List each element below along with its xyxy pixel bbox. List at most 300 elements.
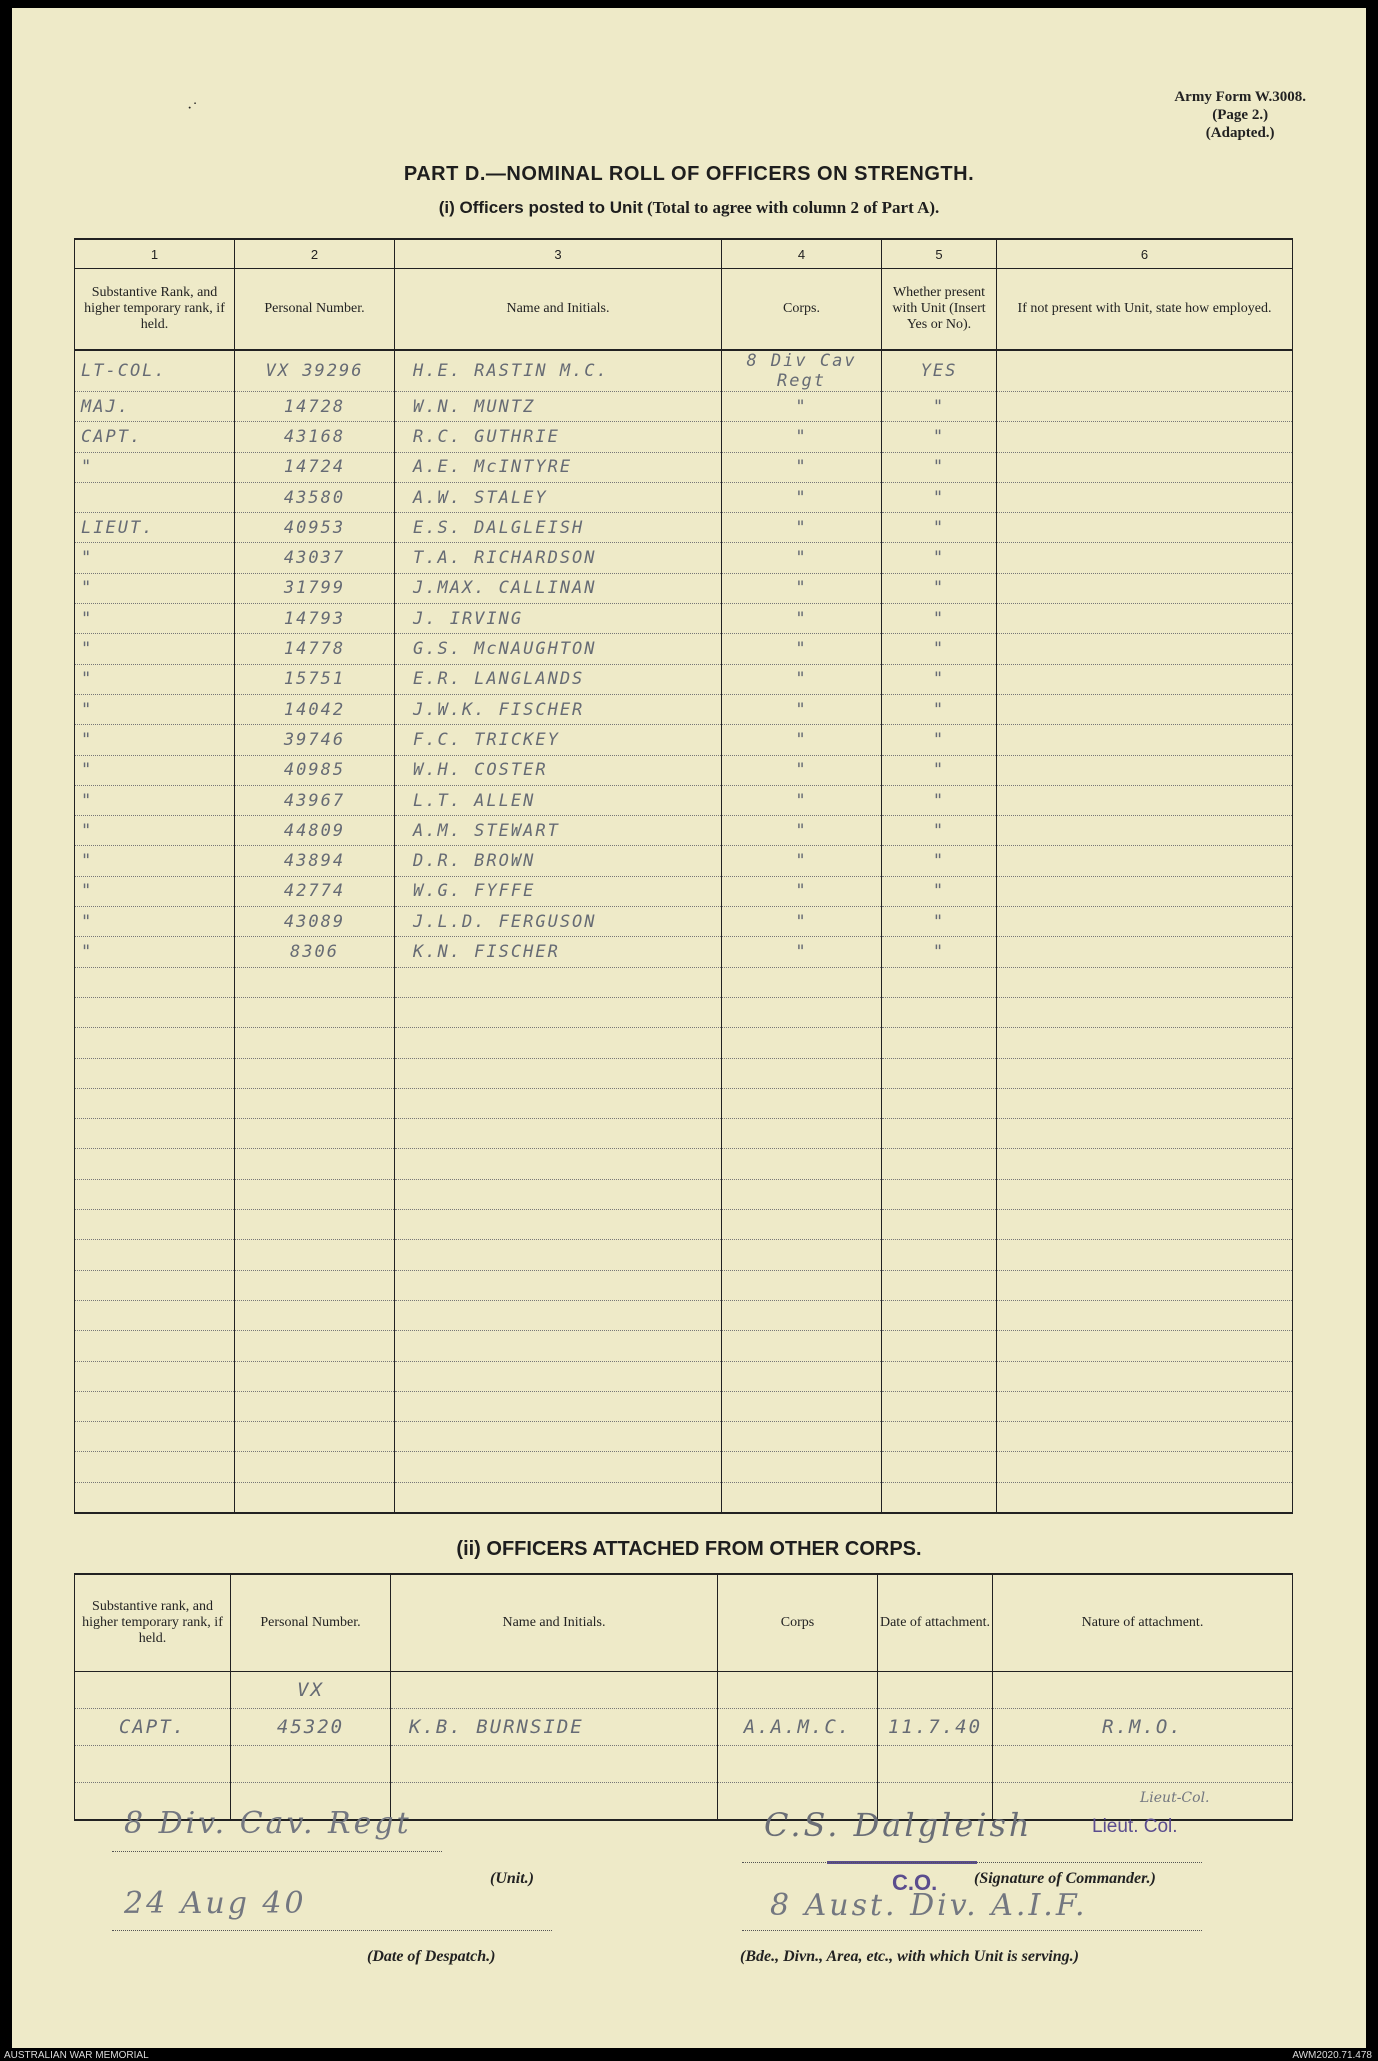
date-handwritten: 24 Aug 40: [124, 1886, 307, 1921]
cell-name: [395, 967, 722, 997]
cell-rank: LT-COL.: [75, 350, 235, 392]
table-row: [75, 1240, 1293, 1270]
cell-present: [882, 997, 997, 1027]
cell-rank: [75, 482, 235, 512]
cell-rank: ": [75, 634, 235, 664]
cell-personal-number: 43967: [235, 785, 395, 815]
cell-name: K.N. FISCHER: [395, 937, 722, 967]
cell-rank: ": [75, 543, 235, 573]
cell-name: [391, 1672, 718, 1709]
cell-employment: [997, 997, 1293, 1027]
header-corps: Corps.: [722, 269, 882, 351]
cell-rank: [75, 1452, 235, 1482]
cell-personal-number: 14724: [235, 452, 395, 482]
cell-name: K.B. BURNSIDE: [391, 1709, 718, 1746]
unit-line: [112, 1851, 442, 1852]
table-row: [75, 1391, 1293, 1421]
archive-label: AUSTRALIAN WAR MEMORIAL: [4, 2050, 149, 2061]
officers-posted-table: [74, 238, 1293, 1514]
cell-personal-number: VX: [231, 1672, 391, 1709]
column-number: 5: [882, 239, 997, 269]
cell-present: [882, 1361, 997, 1391]
cell-rank: ": [75, 876, 235, 906]
table-row: [75, 937, 1293, 967]
formation-handwritten: 8 Aust. Div. A.I.F.: [770, 1888, 1088, 1923]
cell-corps: [722, 1119, 882, 1149]
cell-employment: [997, 1240, 1293, 1270]
cell-corps: ": [722, 876, 882, 906]
cell-personal-number: [235, 1179, 395, 1209]
cell-personal-number: [235, 1058, 395, 1088]
cell-rank: [75, 1746, 231, 1783]
table-row: [75, 543, 1293, 573]
cell-name: E.S. DALGLEISH: [395, 513, 722, 543]
cell-employment: [997, 664, 1293, 694]
cell-name: L.T. ALLEN: [395, 785, 722, 815]
cell-personal-number: 14778: [235, 634, 395, 664]
cell-rank: [75, 1672, 231, 1709]
cell-personal-number: [235, 1240, 395, 1270]
officers-attached-table: [74, 1573, 1293, 1821]
cell-nature: [993, 1672, 1293, 1709]
table-row: [75, 482, 1293, 512]
cell-employment: [997, 967, 1293, 997]
table-row: [75, 1361, 1293, 1391]
cell-name: [395, 1361, 722, 1391]
cell-corps: ": [722, 694, 882, 724]
cell-employment: [997, 816, 1293, 846]
part-d-subtitle-rest: (Total to agree with column 2 of Part A).: [642, 198, 940, 217]
cell-rank: [75, 1331, 235, 1361]
cell-present: ": [882, 482, 997, 512]
date-label: (Date of Despatch.): [367, 1948, 496, 1965]
table-row: [75, 1331, 1293, 1361]
cell-present: ": [882, 634, 997, 664]
cell-employment: [997, 1270, 1293, 1300]
cell-corps: [722, 1240, 882, 1270]
table-row: [75, 725, 1293, 755]
table-row: [75, 1422, 1293, 1452]
header-present: Whether present with Unit (Insert Yes or No).: [882, 269, 997, 351]
cell-employment: [997, 1179, 1293, 1209]
table-row: [75, 1179, 1293, 1209]
cell-name: J.L.D. FERGUSON: [395, 907, 722, 937]
header-rank: Substantive Rank, and higher temporary rank, if held.: [75, 269, 235, 351]
header-corps: Corps: [718, 1574, 878, 1672]
table-row: [75, 1119, 1293, 1149]
cell-present: [882, 1088, 997, 1118]
cell-present: ": [882, 543, 997, 573]
cell-present: ": [882, 513, 997, 543]
cell-name: J.MAX. CALLINAN: [395, 573, 722, 603]
table-row: [75, 392, 1293, 422]
cell-employment: [997, 1391, 1293, 1421]
cell-corps: ": [722, 392, 882, 422]
cell-present: [882, 1452, 997, 1482]
column-number: 2: [235, 239, 395, 269]
part-d-subtitle: [12, 198, 1366, 218]
cell-rank: [75, 1422, 235, 1452]
cell-name: [395, 1452, 722, 1482]
table-row: [75, 694, 1293, 724]
cell-present: YES: [882, 350, 997, 392]
cell-rank: ": [75, 755, 235, 785]
cell-present: ": [882, 604, 997, 634]
cell-personal-number: [235, 997, 395, 1027]
cell-present: [882, 1331, 997, 1361]
formation-label: (Bde., Divn., Area, etc., with which Unit is serving.): [740, 1948, 1079, 1965]
cell-present: ": [882, 937, 997, 967]
signature-handwritten: C.S. Dalgleish: [764, 1806, 1033, 1844]
cell-personal-number: 42774: [235, 876, 395, 906]
cell-rank: [75, 1482, 235, 1513]
cell-present: ": [882, 785, 997, 815]
cell-present: [882, 1149, 997, 1179]
cell-corps: ": [722, 907, 882, 937]
cell-rank: [75, 1058, 235, 1088]
cell-corps: [722, 1058, 882, 1088]
cell-rank: [75, 997, 235, 1027]
column-number: 6: [997, 239, 1293, 269]
cell-employment: [997, 1149, 1293, 1179]
cell-rank: [75, 1028, 235, 1058]
cell-personal-number: [235, 1482, 395, 1513]
cell-employment: [997, 392, 1293, 422]
cell-name: [395, 1088, 722, 1118]
column-header-row: [75, 269, 1293, 351]
cell-corps: [722, 997, 882, 1027]
cell-corps: [722, 1300, 882, 1330]
cell-name: [395, 1179, 722, 1209]
cell-personal-number: [235, 967, 395, 997]
cell-personal-number: 43037: [235, 543, 395, 573]
header-name: Name and Initials.: [395, 269, 722, 351]
header-name: Name and Initials.: [391, 1574, 718, 1672]
cell-nature: [993, 1746, 1293, 1783]
column-number: 4: [722, 239, 882, 269]
cell-corps: [722, 1149, 882, 1179]
cell-present: [882, 1482, 997, 1513]
cell-personal-number: [235, 1331, 395, 1361]
cell-employment: [997, 846, 1293, 876]
form-number: Army Form W.3008.: [1174, 89, 1306, 105]
header-nature: Nature of attachment.: [993, 1574, 1293, 1672]
cell-rank: [75, 1270, 235, 1300]
cell-rank: ": [75, 452, 235, 482]
cell-employment: [997, 452, 1293, 482]
cell-present: [882, 1422, 997, 1452]
cell-name: F.C. TRICKEY: [395, 725, 722, 755]
cell-present: [882, 1240, 997, 1270]
cell-name: W.N. MUNTZ: [395, 392, 722, 422]
cell-name: [391, 1783, 718, 1821]
cell-employment: [997, 1361, 1293, 1391]
cell-corps: ": [722, 846, 882, 876]
cell-name: [395, 1149, 722, 1179]
signature-label: (Signature of Commander.): [974, 1870, 1156, 1887]
cell-personal-number: 8306: [235, 937, 395, 967]
cell-employment: [997, 350, 1293, 392]
cell-rank: ": [75, 846, 235, 876]
cell-personal-number: [235, 1270, 395, 1300]
table-row: [75, 634, 1293, 664]
cell-personal-number: [235, 1422, 395, 1452]
cell-present: [882, 1270, 997, 1300]
cell-nature: R.M.O.: [993, 1709, 1293, 1746]
cell-corps: ": [722, 937, 882, 967]
attached-header-row: [75, 1574, 1293, 1672]
cell-present: [882, 967, 997, 997]
table-row: [75, 1300, 1293, 1330]
cell-corps: ": [722, 664, 882, 694]
cell-employment: [997, 785, 1293, 815]
cell-rank: ": [75, 664, 235, 694]
cell-personal-number: [235, 1149, 395, 1179]
cell-name: [395, 1119, 722, 1149]
header-date: Date of attachment.: [878, 1574, 993, 1672]
cell-employment: [997, 1119, 1293, 1149]
table-row: [75, 1149, 1293, 1179]
cell-employment: [997, 1300, 1293, 1330]
cell-rank: ": [75, 573, 235, 603]
cell-personal-number: 39746: [235, 725, 395, 755]
form-reference: [1174, 88, 1306, 142]
cell-present: ": [882, 907, 997, 937]
table-row: [75, 573, 1293, 603]
cell-personal-number: 43580: [235, 482, 395, 512]
cell-employment: [997, 755, 1293, 785]
cell-present: [882, 1210, 997, 1240]
cell-corps: [722, 1482, 882, 1513]
cell-name: [395, 997, 722, 1027]
cell-corps: [722, 1270, 882, 1300]
form-adapted: (Adapted.): [1205, 125, 1275, 141]
cell-name: T.A. RICHARDSON: [395, 543, 722, 573]
cell-employment: [997, 1452, 1293, 1482]
cell-employment: [997, 725, 1293, 755]
cell-name: E.R. LANGLANDS: [395, 664, 722, 694]
cell-name: W.G. FYFFE: [395, 876, 722, 906]
cell-corps: [722, 1422, 882, 1452]
cell-rank: CAPT.: [75, 422, 235, 452]
cell-employment: [997, 422, 1293, 452]
cell-corps: [722, 1179, 882, 1209]
cell-name: [391, 1746, 718, 1783]
table-row: [75, 1058, 1293, 1088]
cell-present: ": [882, 452, 997, 482]
cell-name: D.R. BROWN: [395, 846, 722, 876]
cell-name: G.S. McNAUGHTON: [395, 634, 722, 664]
table-row: [75, 1672, 1293, 1709]
cell-date: [878, 1746, 993, 1783]
table-row: [75, 816, 1293, 846]
header-employment: If not present with Unit, state how employed.: [997, 269, 1293, 351]
cell-corps: [722, 967, 882, 997]
table-row: [75, 1210, 1293, 1240]
cell-name: [395, 1028, 722, 1058]
cell-corps: ": [722, 785, 882, 815]
cell-corps: A.A.M.C.: [718, 1709, 878, 1746]
table-row: [75, 1088, 1293, 1118]
cell-personal-number: 40953: [235, 513, 395, 543]
column-number: 3: [395, 239, 722, 269]
cell-present: [882, 1058, 997, 1088]
table-row: [75, 350, 1293, 392]
cell-present: [882, 1119, 997, 1149]
cell-personal-number: [235, 1028, 395, 1058]
cell-rank: [75, 1179, 235, 1209]
cell-personal-number: 43089: [235, 907, 395, 937]
table-row: [75, 907, 1293, 937]
table-row: [75, 1028, 1293, 1058]
cell-corps: ": [722, 634, 882, 664]
cell-rank: [75, 1149, 235, 1179]
cell-name: [395, 1422, 722, 1452]
table-row: [75, 876, 1293, 906]
table-row: [75, 513, 1293, 543]
cell-rank: ": [75, 725, 235, 755]
cell-rank: ": [75, 785, 235, 815]
cell-corps: [722, 1331, 882, 1361]
table-row: [75, 604, 1293, 634]
cell-employment: [997, 1088, 1293, 1118]
form-page-number: (Page 2.): [1212, 107, 1269, 123]
cell-employment: [997, 482, 1293, 512]
cell-present: [882, 1391, 997, 1421]
cell-name: [395, 1210, 722, 1240]
table-row: [75, 846, 1293, 876]
cell-personal-number: 15751: [235, 664, 395, 694]
cell-name: H.E. RASTIN M.C.: [395, 350, 722, 392]
cell-name: [395, 1240, 722, 1270]
part-ii-title: (ii) OFFICERS ATTACHED FROM OTHER CORPS.: [456, 1538, 922, 1560]
table-row: [75, 967, 1293, 997]
cell-personal-number: [231, 1746, 391, 1783]
cell-present: ": [882, 392, 997, 422]
signature-line: [742, 1862, 1202, 1863]
cell-corps: ": [722, 513, 882, 543]
table-row: [75, 997, 1293, 1027]
table-row: [75, 1746, 1293, 1783]
archive-id: AWM2020.71.478: [1292, 2050, 1372, 2061]
cell-present: ": [882, 876, 997, 906]
cell-present: ": [882, 725, 997, 755]
stamp-co: C.O.: [892, 1870, 938, 1895]
cell-employment: [997, 1058, 1293, 1088]
cell-rank: ": [75, 937, 235, 967]
cell-rank: CAPT.: [75, 1709, 231, 1746]
cell-corps: ": [722, 452, 882, 482]
cell-personal-number: 43894: [235, 846, 395, 876]
cell-employment: [997, 513, 1293, 543]
table-row: [75, 1452, 1293, 1482]
table-row: [75, 755, 1293, 785]
cell-personal-number: 14042: [235, 694, 395, 724]
cell-personal-number: [235, 1452, 395, 1482]
cell-present: ": [882, 573, 997, 603]
cell-name: A.E. McINTYRE: [395, 452, 722, 482]
cell-employment: [997, 1331, 1293, 1361]
cell-present: ": [882, 664, 997, 694]
cell-employment: [997, 634, 1293, 664]
cell-employment: [997, 573, 1293, 603]
cell-name: [395, 1300, 722, 1330]
cell-corps: ": [722, 816, 882, 846]
formation-line: [742, 1930, 1202, 1931]
cell-corps: [722, 1452, 882, 1482]
header-personal-number: Personal Number.: [235, 269, 395, 351]
cell-employment: [997, 1028, 1293, 1058]
cell-rank: [75, 1119, 235, 1149]
cell-personal-number: [235, 1088, 395, 1118]
cell-rank: ": [75, 816, 235, 846]
cell-corps: ": [722, 482, 882, 512]
cell-personal-number: 31799: [235, 573, 395, 603]
column-number: 1: [75, 239, 235, 269]
cell-corps: 8 Div Cav Regt: [722, 350, 882, 392]
signature-rank: Lieut-Col.: [1140, 1790, 1210, 1806]
cell-rank: [75, 1391, 235, 1421]
part-d-title: PART D.—NOMINAL ROLL OF OFFICERS ON STRENGTH.: [403, 163, 975, 185]
cell-corps: [718, 1672, 878, 1709]
table-row: [75, 452, 1293, 482]
date-line: [112, 1930, 552, 1931]
cell-corps: ": [722, 725, 882, 755]
cell-personal-number: 45320: [231, 1709, 391, 1746]
cell-name: W.H. COSTER: [395, 755, 722, 785]
cell-corps: ": [722, 422, 882, 452]
table-row: [75, 1709, 1293, 1746]
cell-personal-number: 43168: [235, 422, 395, 452]
cell-rank: [75, 1210, 235, 1240]
cell-name: A.M. STEWART: [395, 816, 722, 846]
cell-corps: ": [722, 543, 882, 573]
cell-employment: [997, 543, 1293, 573]
cell-personal-number: 40985: [235, 755, 395, 785]
table-row: [75, 1482, 1293, 1513]
cell-name: J.W.K. FISCHER: [395, 694, 722, 724]
cell-employment: [997, 1482, 1293, 1513]
cell-name: [395, 1058, 722, 1088]
cell-employment: [997, 1422, 1293, 1452]
cell-present: [882, 1300, 997, 1330]
cell-corps: ": [722, 604, 882, 634]
cell-personal-number: [235, 1119, 395, 1149]
cell-name: [395, 1331, 722, 1361]
cell-personal-number: [235, 1300, 395, 1330]
cell-present: ": [882, 755, 997, 785]
cell-rank: ": [75, 694, 235, 724]
cell-employment: [997, 937, 1293, 967]
cell-personal-number: 14728: [235, 392, 395, 422]
cell-corps: [718, 1746, 878, 1783]
cell-date: [878, 1672, 993, 1709]
cell-employment: [997, 1210, 1293, 1240]
form-page: [12, 8, 1366, 2048]
cell-rank: [75, 967, 235, 997]
part-d-subtitle-bold: (i) Officers posted to Unit: [438, 198, 643, 217]
cell-rank: [75, 1240, 235, 1270]
cell-employment: [997, 907, 1293, 937]
pen-mark: ·˙: [187, 100, 198, 117]
cell-name: A.W. STALEY: [395, 482, 722, 512]
header-personal-number: Personal Number.: [231, 1574, 391, 1672]
cell-employment: [997, 604, 1293, 634]
cell-rank: MAJ.: [75, 392, 235, 422]
cell-rank: [75, 1361, 235, 1391]
cell-name: [395, 1482, 722, 1513]
cell-present: ": [882, 816, 997, 846]
